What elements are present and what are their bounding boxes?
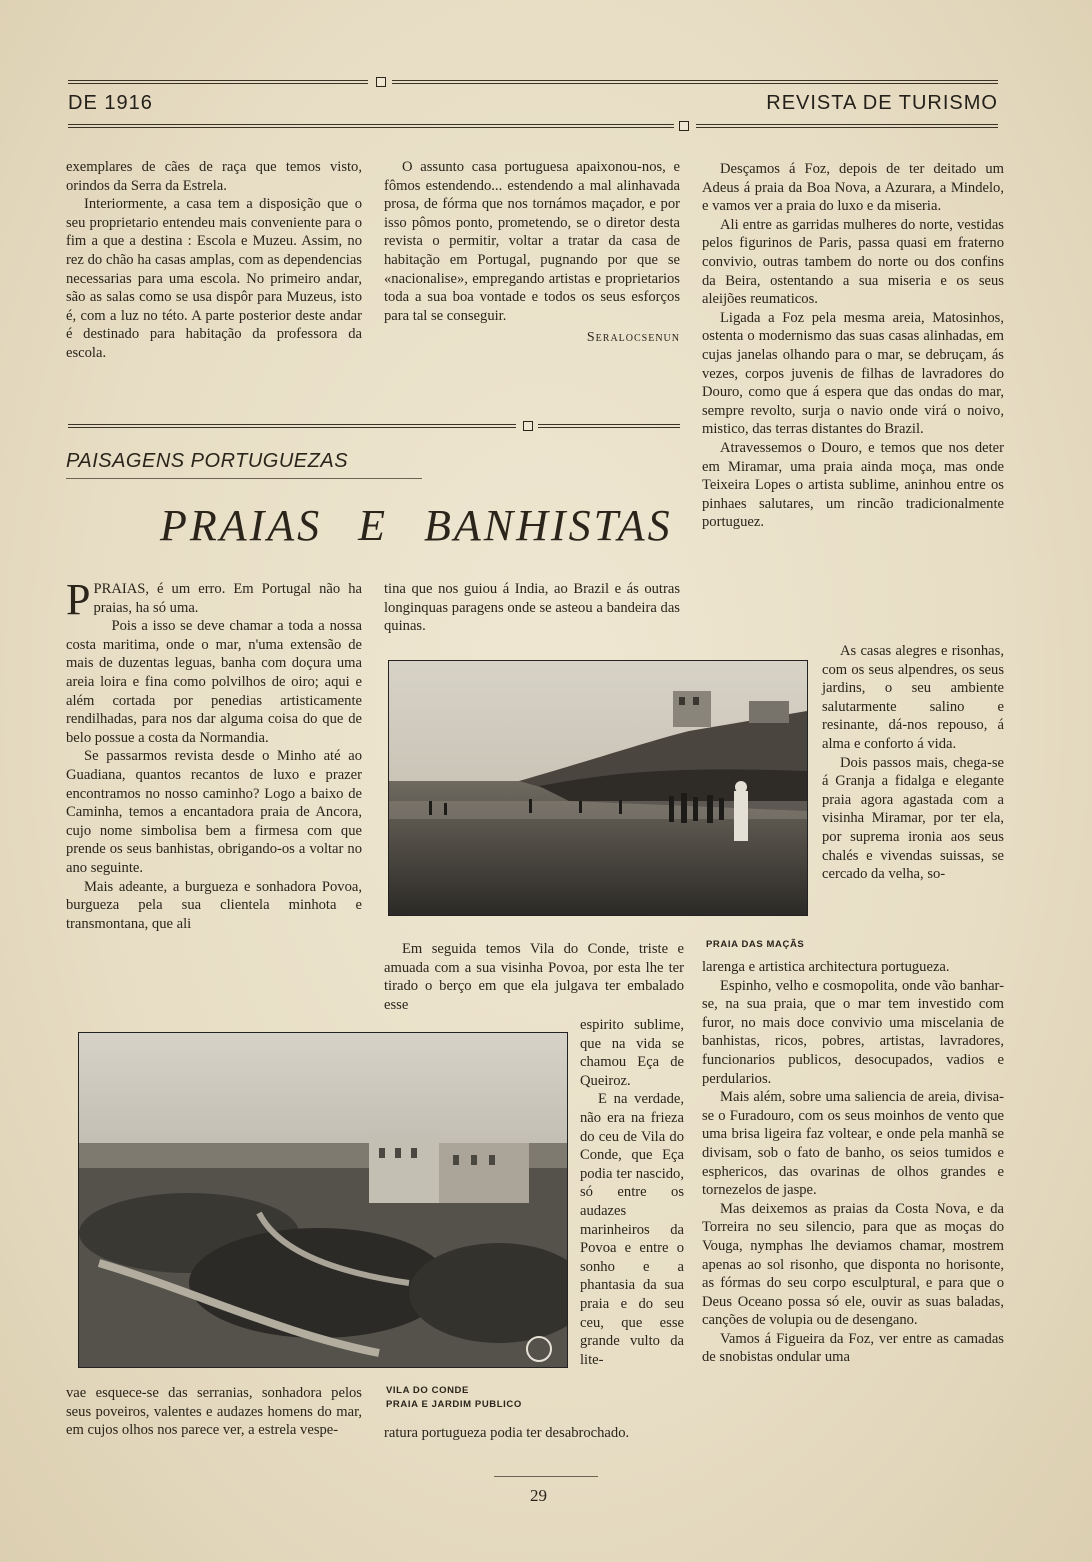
header-date: DE 1916 — [68, 92, 153, 114]
opening-paragraph — [66, 575, 362, 624]
ornament-box — [523, 421, 533, 431]
paragraph: Dois passos mais, chega-se á Granja a fidalga e elegante praia agora agastada com a visinha Miramar, por ter ela, por suprema ironia aos seus chalés e vivendas suissas, se cercado da velha, so- — [822, 754, 1004, 883]
header-rule-right — [392, 80, 998, 84]
paragraph: Espinho, velho e cosmopolita, onde vão banhar-se, na sua praia, que o mar tem investido com furor, no mais doce convivio uma miscelania de banhistas, ricos, pobres, artistas, lavradores, funcionarios publicos, desocupados, vadios e perdularios. — [702, 977, 1004, 1087]
paragraph: Ligada a Foz pela mesma areia, Matosinhos, ostenta o modernismo das suas casas alinhadas, em cujas janelas olhando para o mar, se debruçam, ás vezes, corpos juvenis de filhas de lavradores do Douro, como que á espera que das ondas do mar, sempre revolto, surja o navio onde virá o noivo, mistico, das terras distantes do Brazil. — [702, 309, 1004, 438]
paragraph: larenga e artistica architectura portugueza. — [702, 959, 950, 975]
paragraph: Pois a isso se deve chamar a toda a nossa costa maritima, onde o mar, n'uma extensão de mais de duzentas leguas, banha com doçura uma areia loira e fina como polvilhos de oiro; aqui e além cortada por penedias artisticamente rendilhadas, para nos dar alguma coisa do que de belo possue a costa da Normandia. — [66, 618, 362, 746]
paragraph: exemplares de cães de raça que temos visto, orindos da Serra da Estrela. — [66, 159, 362, 194]
article-title: PRAIAS E BANHISTAS — [160, 501, 673, 550]
article-column-2-top — [384, 580, 680, 636]
paragraph: tina que nos guiou á India, ao Brazil e ás outras longinquas paragens onde se asteou a bandeira das quinas. — [384, 581, 680, 635]
section-underline — [66, 478, 422, 479]
paragraph: Mais além, sobre uma saliencia de areia, divisa-se o Furadouro, com os seus moinhos de vento que uma brisa ligeira faz voltear, e onde pela manhã se divisam, sob o fato de banho, os seios tumidos e esphericos, das ovarinas de olhos grandes e tornezelos de jaspe. — [702, 1089, 1004, 1199]
article-column-3-rest — [702, 958, 1004, 1367]
paragraph: Vamos á Figueira da Foz, ver entre as camadas de snobistas ondular uma — [702, 1330, 1004, 1366]
ornament-box — [376, 77, 386, 87]
beach-photo-image — [389, 661, 807, 915]
article-column-2-narrow — [580, 1016, 684, 1369]
caption-line-2: PRAIA E JARDIM PUBLICO — [386, 1399, 522, 1410]
praia-das-macas-photo — [388, 660, 808, 916]
paragraph: espirito sublime, que na vida se chamou Eça de Queiroz. — [580, 1017, 684, 1089]
article-column-3-narrow — [822, 642, 1004, 884]
paragraph: E na verdade, não era na frieza do ceu de Vila do Conde, que Eça podia ter nascido, só entre os audazes marinheiros da Povoa e entre o sonho e a phantasia da sua praia e do seu ceu, que esse grande vulto da lite- — [580, 1091, 684, 1368]
footer-rule — [494, 1476, 598, 1477]
article-column-2-mid — [384, 940, 684, 1014]
ornament-box — [679, 121, 689, 131]
paragraph: Ali entre as garridas mulheres do norte, vestidas pelos figurinos de Paris, passa quasi em fraterno convivio, outras tambem do norte ou dos confins da Beira, ostentando a sua miseria e os seus aleijões reumaticos. — [702, 216, 1004, 308]
section-title: PAISAGENS PORTUGUEZAS — [66, 450, 349, 472]
top-column-1 — [66, 158, 362, 363]
paragraph: Interiormente, a casa tem a disposição que o seu proprietario entendeu mais conveniente para o fim a que a destina : Escola e Muzeu. Assim, no rez do chão ha casas amplas, com as dependencias necessarias para uma escola. No primeiro andar, são as salas como se usa dispôr para Muzeus, isto é, com a luz no této. A parte posterior deste andar é destinado para habitação da professora da escola. — [66, 196, 362, 361]
vila-do-conde-photo — [78, 1032, 568, 1368]
town-photo-image — [79, 1033, 567, 1367]
article-column-1-bottom — [66, 1384, 362, 1440]
article-column-2-bottom — [384, 1424, 684, 1443]
paragraph: Mas deixemos as praias da Costa Nova, e da Torreira no seu silencio, para que as moças do Vouga, nymphas lhe deviamos chamar, mostrem apenas ao sol risonho, que disponta no horisonte, as fórmas do seu corpo esculptural, e para que o Deus Oceano possa só ele, ouvir as suas baladas, canções de volupia ou de desengano. — [702, 1200, 1004, 1329]
header-rule-left — [68, 80, 368, 84]
paragraph: Atravessemos o Douro, e temos que nos deter em Miramar, uma praia ainda moça, mas onde Teixeira Lopes o artista sublime, aninhou entre os pinhaes salutares, um rincão tradicionalmente portuguez. — [702, 439, 1004, 531]
paragraph: vae esquece-se das serranias, sonhadora pelos seus poveiros, valentes e audazes homens do mar, em cujos olhos nos parece ver, a estrela vespe- — [66, 1385, 362, 1439]
photo-caption-praia-das-macas: PRAIA DAS MAÇÃS — [706, 939, 805, 950]
section-divider — [68, 424, 516, 428]
paragraph: Se passarmos revista desde o Minho até ao Guadiana, quantos recantos de luxo e prazer encontramos no nosso caminho? Logo a baixo de Caminha, temos a encantadora praia de Ancora, cujo nome simbolisa bem a firmesa com que prende os seus banhistas, obrigando-os a voltar no ano seguinte. — [66, 748, 362, 876]
paragraph: Desçamos á Foz, depois de ter deitado um Adeus á praia da Boa Nova, a Azurara, a Mindelo, e vamos ver a praia do luxo e da miseria. — [702, 161, 1004, 215]
caption-line-1: VILA DO CONDE — [386, 1385, 469, 1396]
header-rule-left-2 — [68, 124, 674, 128]
article-column-3 — [702, 160, 1004, 532]
paragraph: As casas alegres e risonhas, com os seus alpendres, os seus jardins, o seu ambiente salutarmente salino e resinante, dá-nos repouso, á alma e conforto á vida. — [822, 643, 1004, 752]
header-rule-right-2 — [696, 124, 998, 128]
opening-text: PRAIAS, é um erro. Em Portugal não ha praias, ha só uma. — [93, 581, 362, 616]
article-column-1 — [66, 575, 362, 933]
paragraph: O assunto casa portuguesa apaixonou-nos, e fômos estendendo... estendendo a mal alinhavada prosa, de fórma que nos tornámos maçador, e por isso pômos ponto, prometendo, se o diretor desta revista o permitir, voltar a tratar da casa de habitação em Portugal, pugnando por que se «nacionalise», empregando artistas e proprietarios toda a sua boa vontade e todos os seus esforços para tal se conseguir. — [384, 159, 680, 324]
author-signature: Seralocsenun — [586, 330, 680, 346]
paragraph: ratura portugueza podia ter desabrochado. — [384, 1425, 630, 1441]
paragraph: Mais adeante, a burgueza e sonhadora Povoa, burgueza pela sua clientela minhota e transmontana, que ali — [66, 878, 362, 932]
top-column-2 — [384, 158, 680, 348]
paragraph: Em seguida temos Vila do Conde, triste e amuada com a sua visinha Povoa, por esta lhe ter tirado o berço em que ela julgava ter embalado esse — [384, 941, 684, 1013]
header-magazine-title: REVISTA DE TURISMO — [766, 92, 998, 114]
section-divider — [538, 424, 680, 428]
photo-caption-vila-do-conde — [386, 1384, 522, 1412]
page-number: 29 — [530, 1486, 547, 1505]
drop-cap: P — [66, 575, 91, 624]
